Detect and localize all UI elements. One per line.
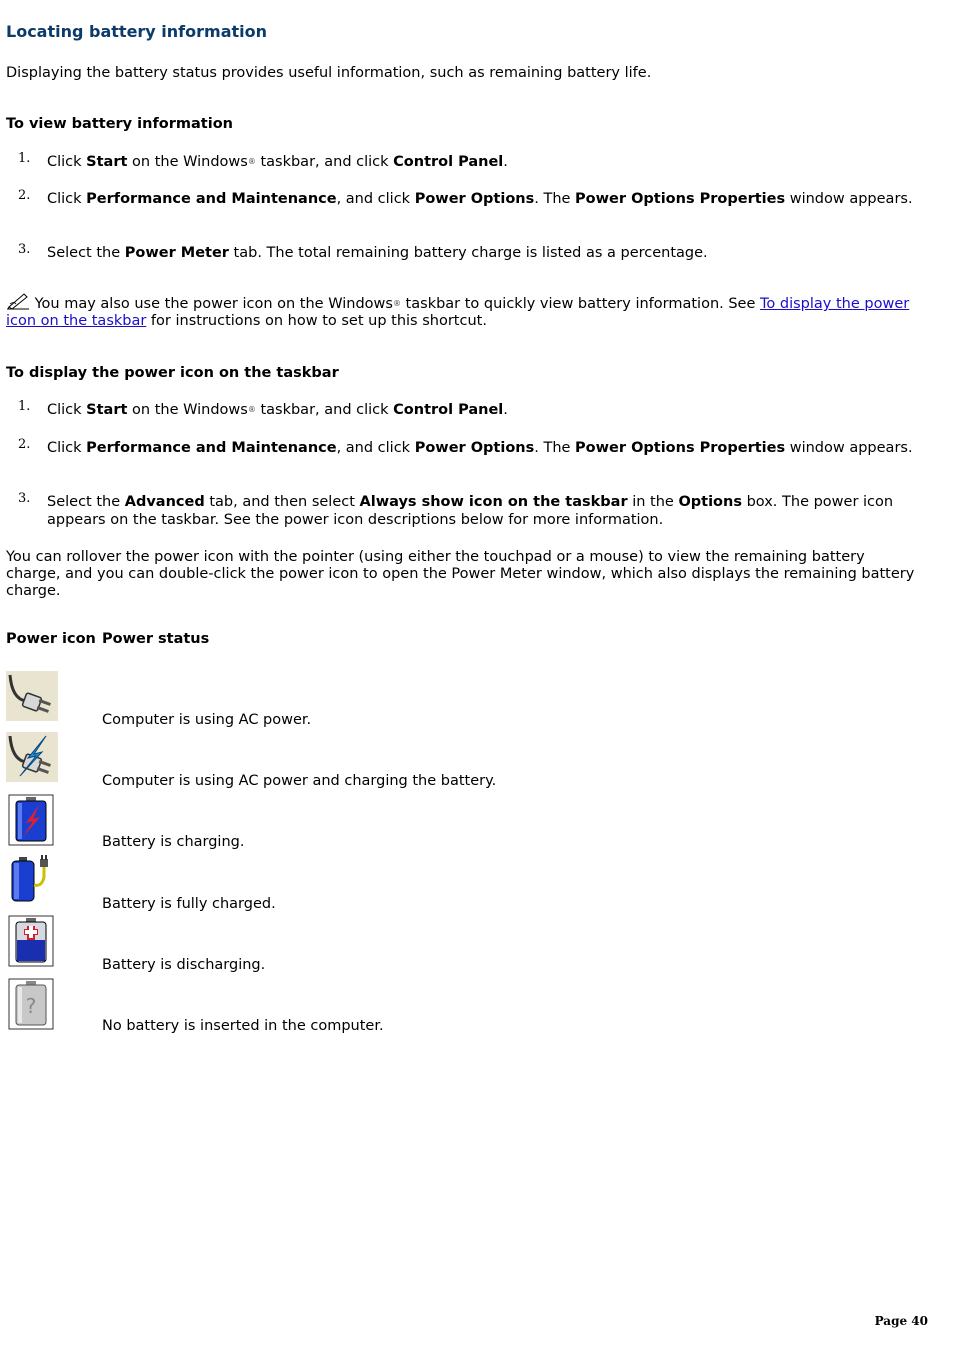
- note-pencil-icon: [6, 292, 30, 310]
- svg-text:?: ?: [25, 994, 37, 1018]
- status-ac-power: Computer is using AC power.: [102, 712, 312, 728]
- intro-text: Displaying the battery status provides useful information, such as remaining battery life.: [6, 65, 652, 81]
- section-heading-display: To display the power icon on the taskbar: [6, 365, 339, 381]
- ac-charging-icon: [6, 732, 58, 784]
- section-heading-view: To view battery information: [6, 116, 233, 132]
- battery-full-icon: [6, 855, 58, 907]
- col-header-power-icon: Power icon: [6, 631, 96, 647]
- note-paragraph: You may also use the power icon on the Windows® taskbar to quickly view battery information. See To display the power icon on the taskbar for instructions on how to set up this shortcut.: [6, 292, 926, 330]
- page-title: Locating battery information: [6, 22, 268, 41]
- link-display-power-icon[interactable]: To display the power icon on the taskbar: [6, 296, 910, 329]
- page-number: Page 40: [874, 1314, 928, 1328]
- battery-discharging-icon: [6, 914, 58, 966]
- col-header-power-status: Power status: [102, 631, 210, 647]
- status-battery-full: Battery is fully charged.: [102, 896, 276, 912]
- status-ac-charging: Computer is using AC power and charging the battery.: [102, 773, 497, 789]
- status-battery-discharging: Battery is discharging.: [102, 957, 266, 973]
- no-battery-icon: [6, 977, 58, 1029]
- status-no-battery: No battery is inserted in the computer.: [102, 1018, 384, 1034]
- status-battery-charging: Battery is charging.: [102, 834, 245, 850]
- battery-charging-icon: [6, 793, 58, 845]
- ac-plug-icon: [6, 671, 58, 723]
- rollover-text: You can rollover the power icon with the pointer (using either the touchpad or a mouse) to view the remaining battery charge, and you can double-click the power icon to open the Power Meter window, which also displays the remaining battery charge.: [6, 549, 915, 599]
